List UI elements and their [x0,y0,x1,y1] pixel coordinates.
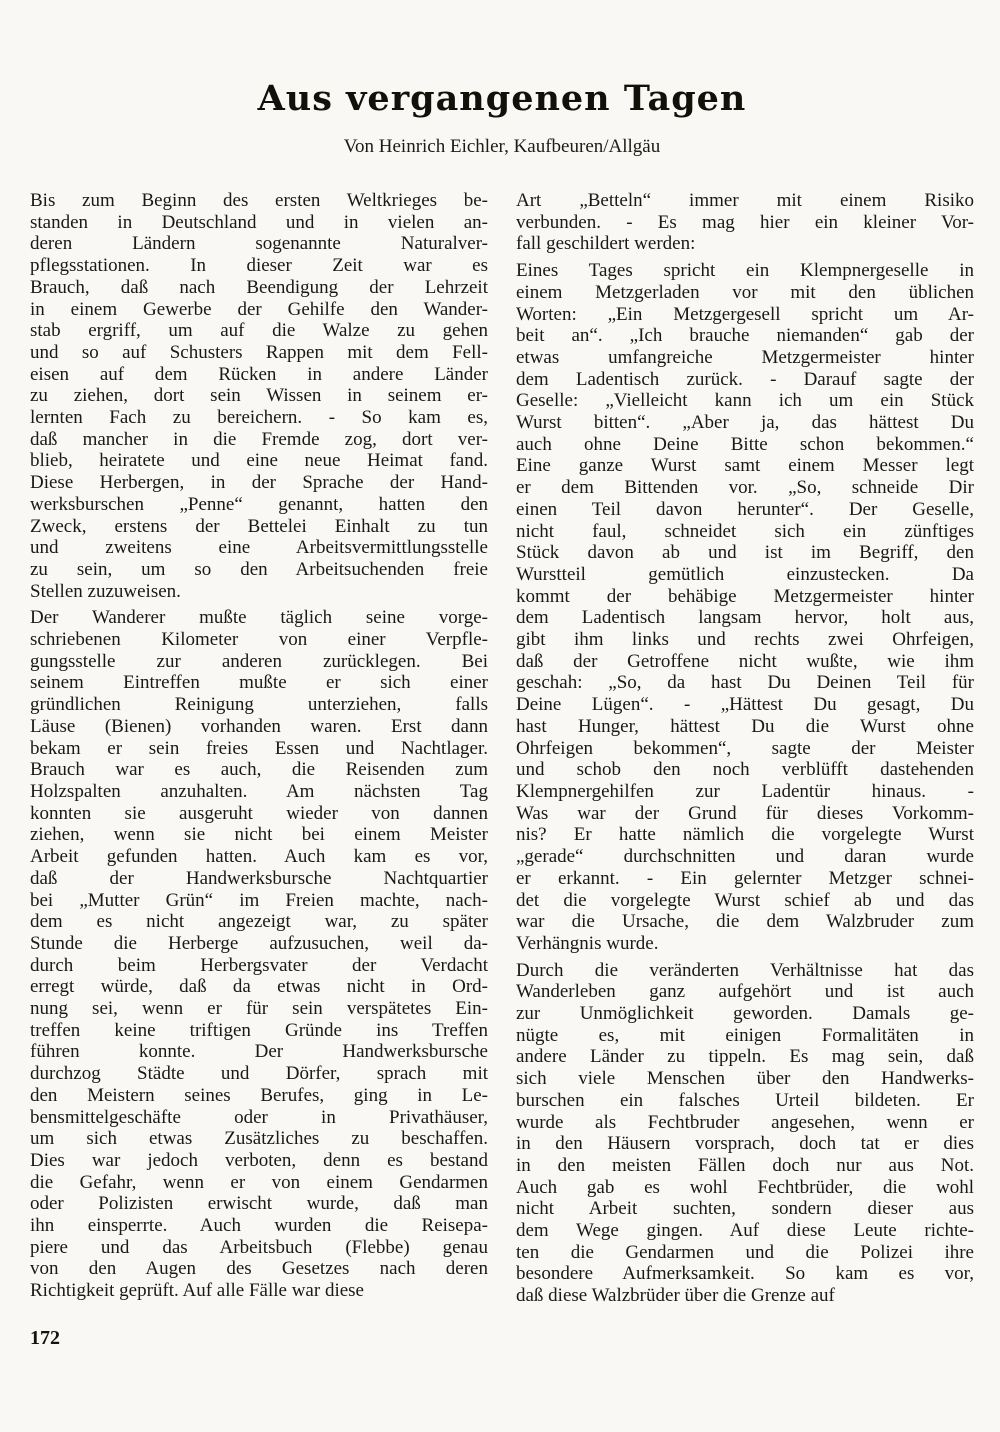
paragraph [30,607,488,1302]
text-line: Holzspalten anzuhalten. Am nächsten Tag [30,780,488,802]
text-line: Wurstteil gemütlich einzustecken. Da [516,563,974,585]
text-line: bei „Mutter Grün“ im Freien machte, nach- [30,889,488,911]
text-line: zur Unmöglichkeit geworden. Damals ge- [516,1003,974,1025]
text-line: Worten: „Ein Metzgergesell spricht um Ar- [516,303,974,325]
text-line: und schob den noch verblüfft dastehenden [516,759,974,781]
text-line: zu sein, um so den Arbeitsuchenden freie [30,558,488,580]
text-line: nis? Er hatte nämlich die vorgelegte Wurst [516,824,974,846]
text-line: hast Hunger, hättest Du die Wurst ohne [516,715,974,737]
text-line: von den Augen des Gesetzes nach deren [30,1258,488,1280]
text-line: dem Ladentisch zurück. - Darauf sagte der [516,368,974,390]
text-line: Wurst bitten“. „Aber ja, das hättest Du [516,412,974,434]
text-line: den Meistern seines Berufes, ging in Le- [30,1084,488,1106]
text-line: durch beim Herbergsvater der Verdacht [30,954,488,976]
byline: Von Heinrich Eichler, Kaufbeuren/Allgäu [343,136,661,157]
text-line: er erkannt. - Ein gelernter Metzger schnei- [516,867,974,889]
text-line: ten die Gendarmen und die Polizei ihre [516,1241,974,1263]
text-line: er dem Bittenden vor. „So, schneide Dir [516,477,974,499]
column-left [30,190,488,1307]
text-line: nicht faul, schneidet sich ein zünftiges [516,520,974,542]
text-line: führen konnte. Der Handwerksbursche [30,1041,488,1063]
text-line: verbunden. - Es mag hier ein kleiner Vor- [516,211,974,233]
text-line: werksburschen „Penne“ genannt, hatten den [30,493,488,515]
text-line: Auch gab es wohl Fechtbrüder, die wohl [516,1176,974,1198]
text-line: Durch die veränderten Verhältnisse hat das [516,959,974,981]
text-line: nügte es, mit einigen Formalitäten in [516,1024,974,1046]
text-line: beit an“. „Ich brauche niemanden“ gab der [516,325,974,347]
text-line: Bis zum Beginn des ersten Weltkrieges be- [30,190,488,211]
text-line: eisen auf dem Rücken in andere Länder [30,363,488,385]
text-line: Verhängnis wurde. [516,932,659,954]
text-line: wurde als Fechtbruder angesehen, wenn er [516,1111,974,1133]
paragraph [516,960,974,1307]
text-line: nicht Arbeit suchten, sondern dieser aus [516,1198,974,1220]
text-line: Brauch, daß nach Beendigung der Lehrzeit [30,276,488,298]
text-line: Der Wanderer mußte täglich seine vorge- [30,607,488,629]
text-line: Klempnergehilfen zur Ladentür hinaus. - [516,780,974,802]
text-line: gungsstelle zur anderen zurücklegen. Bei [30,650,488,672]
text-line: und zweitens eine Arbeitsvermittlungsstelle [30,537,488,559]
text-line: Stellen zuzuweisen. [30,580,181,602]
text-line: konnten sie ausgeruht wieder von dannen [30,802,488,824]
text-line: in den Häusern vorsprach, doch tat er dies [516,1133,974,1155]
text-line: Arbeit gefunden hatten. Auch kam es vor, [30,846,488,868]
text-line: standen in Deutschland und in vielen an- [30,211,488,233]
text-line: in einem Gewerbe der Gehilfe den Wander- [30,298,488,320]
text-line: geschah: „So, da hast Du Deinen Teil für [516,672,974,694]
text-line: Läuse (Bienen) vorhanden waren. Erst dann [30,715,488,737]
text-line: lernten Fach zu bereichern. - So kam es, [30,407,488,429]
text-line: Dies war jedoch verboten, denn es bestand [30,1149,488,1171]
text-line: um sich etwas Zusätzliches zu beschaffen. [30,1128,488,1150]
text-line: durchzog Städte und Dörfer, sprach mit [30,1063,488,1085]
text-line: blieb, heiratete und eine neue Heimat fand. [30,450,488,472]
text-line: daß mancher in die Fremde zog, dort ver- [30,428,488,450]
text-line: burschen ein falsches Urteil bildeten. Er [516,1089,974,1111]
text-line: fall geschildert werden: [516,233,696,255]
text-line: die Gefahr, wenn er von einem Gendarmen [30,1171,488,1193]
text-line: Deine Lügen“. - „Hättest Du gesagt, Du [516,694,974,716]
text-line: Wanderleben ganz aufgehört und ist auch [516,981,974,1003]
text-line: dem Ladentisch langsam hervor, holt aus, [516,607,974,629]
text-line: ihn einsperrte. Auch wurden die Reisepa- [30,1215,488,1237]
text-columns [30,190,974,1307]
text-line: gründlichen Reinigung unterziehen, falls [30,694,488,716]
text-line: kommt der behäbige Metzgermeister hinter [516,585,974,607]
paragraph [30,190,488,602]
text-line: stab ergriff, um auf die Walze zu gehen [30,320,488,342]
text-line: Zweck, erstens der Bettelei Einhalt zu tun [30,515,488,537]
text-line: einen Teil davon herunter“. Der Geselle, [516,498,974,520]
text-line: erregt würde, daß da etwas nicht in Ord- [30,976,488,998]
page-number: 172 [30,1326,60,1349]
text-line: dem Wege gingen. Auf diese Leute richte- [516,1220,974,1242]
text-line: etwas umfangreiche Metzgermeister hinter [516,346,974,368]
text-line: war die Ursache, die dem Walzbruder zum [516,911,974,933]
text-line: auch ohne Deine Bitte schon bekommen.“ [516,433,974,455]
paragraph [516,190,974,255]
text-line: Diese Herbergen, in der Sprache der Hand- [30,472,488,494]
text-line: einem Metzgerladen vor mit den üblichen [516,281,974,303]
text-line: nung sei, wenn er für sein verspätetes Ein- [30,998,488,1020]
text-line: pflegsstationen. In dieser Zeit war es [30,255,488,277]
text-line: besondere Aufmerksamkeit. So kam es vor, [516,1263,974,1285]
text-line: Brauch war es auch, die Reisenden zum [30,759,488,781]
text-line: „gerade“ durchschnitten und daran wurde [516,846,974,868]
text-line: Stück davon ab und ist im Begriff, den [516,542,974,564]
text-line: dem es nicht angezeigt war, zu später [30,911,488,933]
text-line: schriebenen Kilometer von einer Verpfle- [30,629,488,651]
text-line: ziehen, wenn sie nicht bei einem Meister [30,824,488,846]
text-line: bekam er sein freies Essen und Nachtlager. [30,737,488,759]
text-line: Was war der Grund für dieses Vorkomm- [516,802,974,824]
paragraph [516,260,974,955]
text-line: Stunde die Herberge aufzusuchen, weil da- [30,932,488,954]
text-line: seinem Eintreffen mußte er sich einer [30,672,488,694]
text-line: zu ziehen, dort sein Wissen in seinem er- [30,385,488,407]
text-line: Eine ganze Wurst samt einem Messer legt [516,455,974,477]
text-line: Ohrfeigen bekommen“, sagte der Meister [516,737,974,759]
text-line: Richtigkeit geprüft. Auf alle Fälle war diese [30,1280,364,1302]
text-line: und so auf Schusters Rappen mit dem Fell- [30,341,488,363]
text-line: daß diese Walzbrüder über die Grenze auf [516,1285,835,1307]
text-line: Geselle: „Vielleicht kann ich um ein Stück [516,390,974,412]
text-line: det die vorgelegte Wurst schief ab und das [516,889,974,911]
text-line: piere und das Arbeitsbuch (Flebbe) genau [30,1236,488,1258]
text-line: andere Länder zu tippeln. Es mag sein, daß [516,1046,974,1068]
text-line: sich viele Menschen über den Handwerks- [516,1068,974,1090]
text-line: treffen keine triftigen Gründe ins Treffen [30,1019,488,1041]
text-line: bensmittelgeschäfte oder in Privathäuser, [30,1106,488,1128]
text-line: daß der Getroffene nicht wußte, wie ihm [516,650,974,672]
text-line: deren Ländern sogenannte Naturalver- [30,233,488,255]
page-title: Aus vergangenen Tagen [257,78,747,119]
text-line: oder Polizisten erwischt wurde, daß man [30,1193,488,1215]
text-line: Art „Betteln“ immer mit einem Risiko [516,190,974,211]
text-line: gibt ihm links und rechts zwei Ohrfeigen, [516,629,974,651]
text-line: Eines Tages spricht ein Klempnergeselle in [516,260,974,282]
text-line: in den meisten Fällen doch nur aus Not. [516,1154,974,1176]
column-right [516,190,974,1307]
text-line: daß der Handwerksbursche Nachtquartier [30,867,488,889]
